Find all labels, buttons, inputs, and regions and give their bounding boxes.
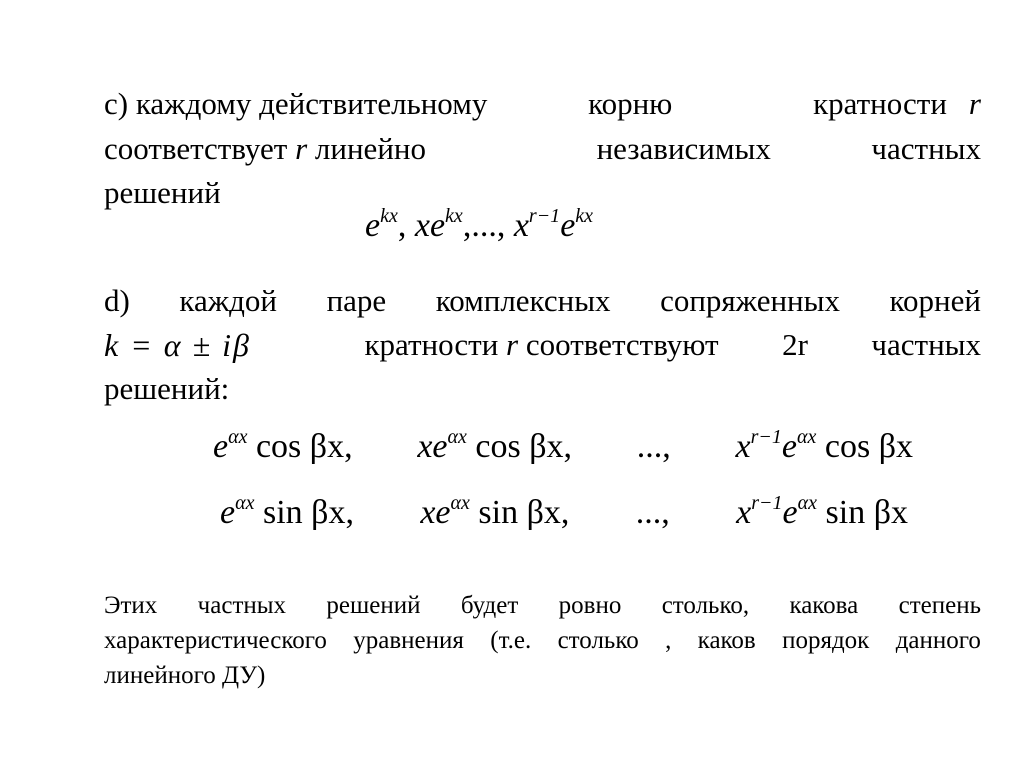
formula-exponent: r−1 xyxy=(528,205,561,227)
formula-term-2: $xe^{\alpha x}$ sin βx, xyxy=(420,492,570,531)
text-segment: комплексных xyxy=(435,283,611,318)
formula-term-3: $x^{r-1}e^{\alpha x}$ sin βx xyxy=(736,492,908,531)
text-segment: каков xyxy=(697,627,756,654)
formula-k-alpha-beta: k = α ± iβ xyxy=(104,327,251,363)
text-segment: линейно xyxy=(314,131,426,166)
formula-ellipsis: ,..., xyxy=(462,207,506,244)
text-segment: частных xyxy=(197,592,287,619)
text-segment: Этих xyxy=(104,592,158,619)
formula-term: e xyxy=(365,207,381,244)
section-d-line-1 xyxy=(104,283,981,319)
section-d-line-2 xyxy=(104,327,981,363)
formula-ellipsis: ..., xyxy=(636,428,671,465)
formula-exponent: kx xyxy=(575,205,594,227)
formula-exponent: kx xyxy=(445,205,463,227)
footer-paragraph xyxy=(104,588,981,693)
text-segment: характеристического xyxy=(104,627,327,654)
formula-term-1: $e^{\alpha x}$ cos βx, xyxy=(213,426,353,465)
text-segment: частных xyxy=(871,131,981,166)
text-segment: (т.е. xyxy=(490,627,532,654)
text-group xyxy=(364,327,718,363)
text-segment: 2r xyxy=(782,327,808,362)
text-segment: столько, xyxy=(661,592,750,619)
formula-sin-row xyxy=(220,493,908,533)
variable-r: r xyxy=(295,131,308,166)
formula-cos-row xyxy=(213,427,913,467)
formula-c xyxy=(365,206,593,246)
formula-term: x xyxy=(414,207,430,244)
text-segment: кратности xyxy=(813,86,947,121)
text-segment: решений xyxy=(326,592,421,619)
footer-line-3: линейного ДУ) xyxy=(104,662,266,689)
section-c-line-1 xyxy=(104,86,981,122)
footer-line-2 xyxy=(104,623,981,658)
text-segment: независимых xyxy=(596,131,771,166)
text-segment: паре xyxy=(326,283,387,318)
formula-term: e xyxy=(560,207,576,244)
formula-term: x xyxy=(513,207,529,244)
text-segment: будет xyxy=(460,592,519,619)
section-c-line-3: решений xyxy=(104,175,221,210)
text-segment: столько xyxy=(557,627,639,654)
formula-term-2: $xe^{\alpha x}$ cos βx, xyxy=(417,426,573,465)
text-segment: уравнения xyxy=(353,627,464,654)
text-group xyxy=(813,86,981,122)
variable-r: r xyxy=(968,86,981,121)
text-segment: соответствуют xyxy=(525,327,719,362)
text-segment: степень xyxy=(898,592,981,619)
text-segment: c) каждому действительному xyxy=(104,86,488,121)
text-segment: порядок xyxy=(782,627,870,654)
text-segment: ровно xyxy=(558,592,622,619)
text-segment: каждой xyxy=(179,283,278,318)
footer-line-1 xyxy=(104,588,981,623)
text-segment: d) xyxy=(104,283,130,318)
formula-exponent: kx xyxy=(380,205,398,227)
formula-term-3: $x^{r-1}e^{\alpha x}$ cos βx xyxy=(735,426,913,465)
formula-ellipsis: ..., xyxy=(635,494,670,531)
text-segment: сопряженных xyxy=(660,283,840,318)
formula-separator: , xyxy=(397,207,415,244)
text-segment: частных xyxy=(871,327,981,362)
text-group xyxy=(104,131,426,167)
section-d-line-3: решений: xyxy=(104,371,230,406)
section-c-line-2 xyxy=(104,131,981,167)
text-segment: соответствует xyxy=(104,131,288,166)
formula-term-1: $e^{\alpha x}$ sin βx, xyxy=(220,492,354,531)
text-segment: кратности xyxy=(364,327,499,362)
text-segment: корней xyxy=(889,283,981,318)
text-segment: корню xyxy=(588,86,673,121)
formula-term: e xyxy=(429,207,446,244)
text-segment: , xyxy=(665,627,672,654)
text-segment: какова xyxy=(789,592,859,619)
text-segment: данного xyxy=(895,627,981,654)
variable-r: r xyxy=(506,327,519,362)
